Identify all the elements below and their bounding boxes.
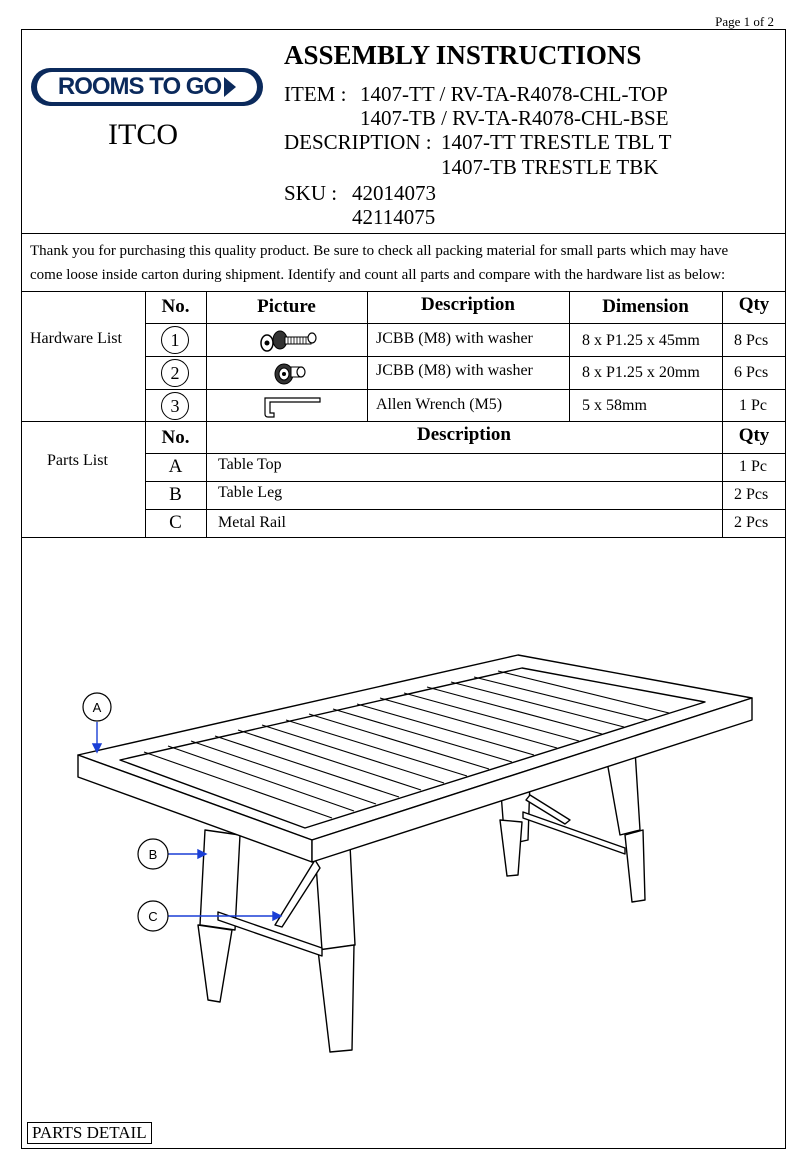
divider: [21, 537, 786, 538]
parts-list-label: Parts List: [47, 452, 108, 469]
divider: [722, 291, 723, 537]
front-brace: [275, 860, 320, 927]
hardware-row-1-description: JCBB (M8) with washer: [376, 330, 533, 347]
parts-row-c-description: Metal Rail: [218, 514, 286, 531]
hardware-header-dimension: Dimension: [602, 296, 689, 317]
hardware-list-label: Hardware List: [30, 330, 122, 347]
callout-b: B: [148, 847, 158, 862]
play-arrow-icon: [224, 77, 236, 97]
sku-label: SKU :: [284, 181, 338, 205]
back-leg-right-foot: [625, 830, 645, 902]
parts-header-no: No.: [161, 427, 190, 448]
divider: [206, 291, 207, 537]
bolt-long-icon: [258, 326, 322, 354]
front-leg-left-foot: [198, 925, 232, 1002]
back-leg-left-foot: [500, 820, 522, 876]
sku-line-1: 42014073: [352, 181, 436, 205]
page-number: Page 1 of 2: [715, 14, 774, 29]
divider: [145, 453, 786, 454]
divider: [145, 356, 786, 357]
item-line-2: 1407-TB / RV-TA-R4078-CHL-BSE: [360, 106, 669, 130]
hardware-row-1-no: 1: [161, 326, 189, 354]
parts-row-b-no: B: [169, 484, 182, 505]
brand-logo-text: ROOMS TO GO: [57, 73, 222, 100]
parts-row-a-description: Table Top: [218, 456, 282, 473]
sku-line-2: 42114075: [352, 205, 436, 229]
parts-row-b-description: Table Leg: [218, 484, 283, 501]
parts-row-a-no: A: [168, 456, 183, 477]
divider: [145, 509, 786, 510]
hardware-row-3-qty: 1 Pc: [739, 397, 767, 414]
hardware-row-2-dimension: 8 x P1.25 x 20mm: [582, 364, 700, 381]
hardware-row-3-description: Allen Wrench (M5): [376, 396, 503, 413]
hardware-header-qty: Qty: [738, 294, 770, 315]
item-line-1: 1407-TT / RV-TA-R4078-CHL-TOP: [360, 82, 668, 106]
maker-name: ITCO: [108, 118, 178, 151]
description-line-1: 1407-TT TRESTLE TBL T: [441, 130, 672, 154]
divider: [21, 421, 786, 422]
parts-header-description: Description: [417, 424, 511, 445]
front-leg-right: [315, 845, 355, 950]
description-line-2: 1407-TB TRESTLE TBK: [441, 155, 659, 179]
intro-line-2: come loose inside carton during shipment. Identify and count all parts and compare with the hardware list as below:: [30, 267, 726, 283]
divider: [21, 233, 786, 234]
divider: [145, 389, 786, 390]
hardware-row-1-qty: 8 Pcs: [734, 332, 769, 349]
parts-row-c-no: C: [169, 512, 182, 533]
front-leg-right-foot: [318, 945, 354, 1052]
hardware-row-3-no: 3: [161, 392, 189, 420]
page-title: ASSEMBLY INSTRUCTIONS: [284, 40, 642, 70]
parts-detail-label: PARTS DETAIL: [27, 1122, 152, 1144]
parts-header-qty: Qty: [738, 425, 770, 446]
bolt-short-icon: [272, 358, 308, 386]
hardware-header-description: Description: [421, 294, 515, 315]
table-diagram: [60, 640, 760, 1100]
hardware-header-picture: Picture: [257, 296, 316, 317]
brand-logo: [31, 68, 263, 106]
hardware-row-2-qty: 6 Pcs: [734, 364, 769, 381]
description-label: DESCRIPTION :: [284, 130, 432, 154]
hardware-row-1-dimension: 8 x P1.25 x 45mm: [582, 332, 700, 349]
parts-row-a-qty: 1 Pc: [739, 458, 767, 475]
callout-a: A: [92, 700, 102, 715]
hardware-header-no: No.: [161, 296, 190, 317]
front-rail: [218, 912, 322, 956]
back-rail: [523, 812, 625, 854]
hardware-row-2-no: 2: [161, 359, 189, 387]
allen-wrench-icon: [262, 394, 324, 420]
divider: [21, 291, 786, 292]
item-label: ITEM :: [284, 82, 347, 106]
hardware-row-2-description: JCBB (M8) with washer: [376, 362, 533, 379]
divider: [145, 481, 786, 482]
parts-row-b-qty: 2 Pcs: [734, 486, 769, 503]
callout-c: C: [148, 909, 158, 924]
hardware-row-3-dimension: 5 x 58mm: [582, 397, 647, 414]
parts-row-c-qty: 2 Pcs: [734, 514, 769, 531]
divider: [145, 323, 786, 324]
intro-line-1: Thank you for purchasing this quality product. Be sure to check all packing material for small parts which may have: [30, 243, 729, 259]
